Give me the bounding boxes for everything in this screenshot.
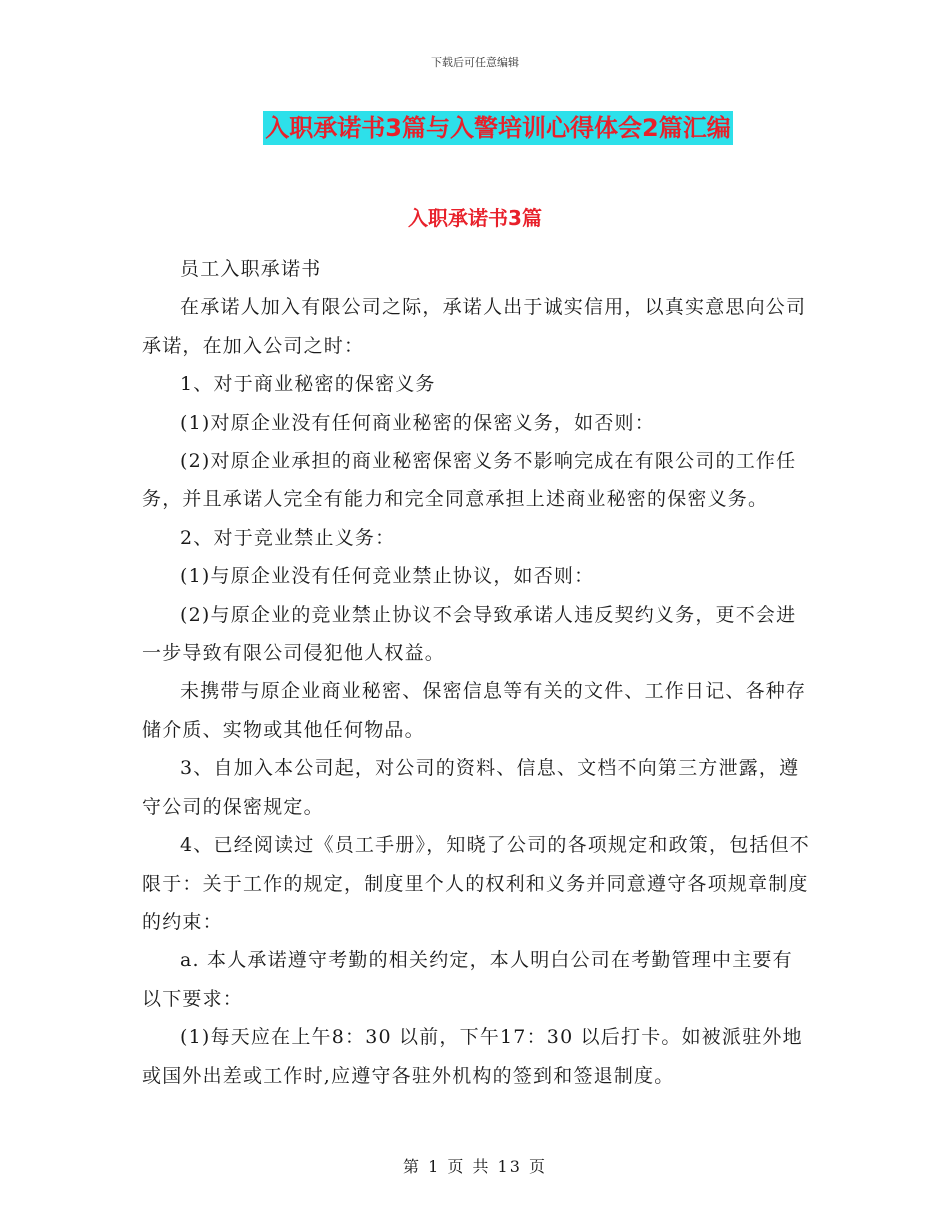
page-footer: 第 1 页 共 13 页: [403, 1157, 547, 1176]
header-note: 下载后可任意编辑: [431, 56, 519, 69]
document-body: [142, 250, 810, 1095]
paragraph: 4、已经阅读过《员工手册》，知晓了公司的各项规定和政策，包括但不限于：关于工作的规定，制度里个人的权利和义务并同意遵守各项规章制度的约束：: [142, 834, 810, 933]
paragraph: (1)与原企业没有任何竞业禁止协议，如否则：: [180, 565, 595, 588]
paragraph: (1)每天应在上午8：30 以前，下午17：30 以后打卡。如被派驻外地或国外出差或工作时,应遵守各驻外机构的签到和签退制度。: [142, 1026, 803, 1087]
paragraph: 2、对于竞业禁止义务：: [180, 526, 396, 549]
paragraph: 在承诺人加入有限公司之际，承诺人出于诚实信用，以真实意思向公司承诺，在加入公司之时：: [142, 296, 807, 357]
paragraph: 3、自加入本公司起，对公司的资料、信息、文档不向第三方泄露，遵守公司的保密规定。: [142, 757, 800, 818]
paragraph: 未携带与原企业商业秘密、保密信息等有关的文件、工作日记、各种存储介质、实物或其他任何物品。: [142, 680, 807, 741]
paragraph: (1)对原企业没有任何商业秘密的保密义务，如否则：: [180, 411, 655, 434]
document-title-container: [0, 111, 950, 145]
paragraph: 员工入职承诺书: [180, 258, 322, 280]
document-title: 入职承诺书3篇与入警培训心得体会2篇汇编: [263, 111, 732, 145]
paragraph: 1、对于商业秘密的保密义务: [180, 373, 436, 396]
section-title: 入职承诺书3篇: [408, 206, 542, 230]
paragraph: (2)与原企业的竞业禁止协议不会导致承诺人违反契约义务，更不会进一步导致有限公司侵犯他人权益。: [142, 603, 797, 665]
paragraph: a. 本人承诺遵守考勤的相关约定，本人明白公司在考勤管理中主要有以下要求：: [142, 949, 793, 1010]
paragraph: (2)对原企业承担的商业秘密保密义务不影响完成在有限公司的工作任务，并且承诺人完全有能力和完全同意承担上述商业秘密的保密义务。: [142, 450, 797, 511]
